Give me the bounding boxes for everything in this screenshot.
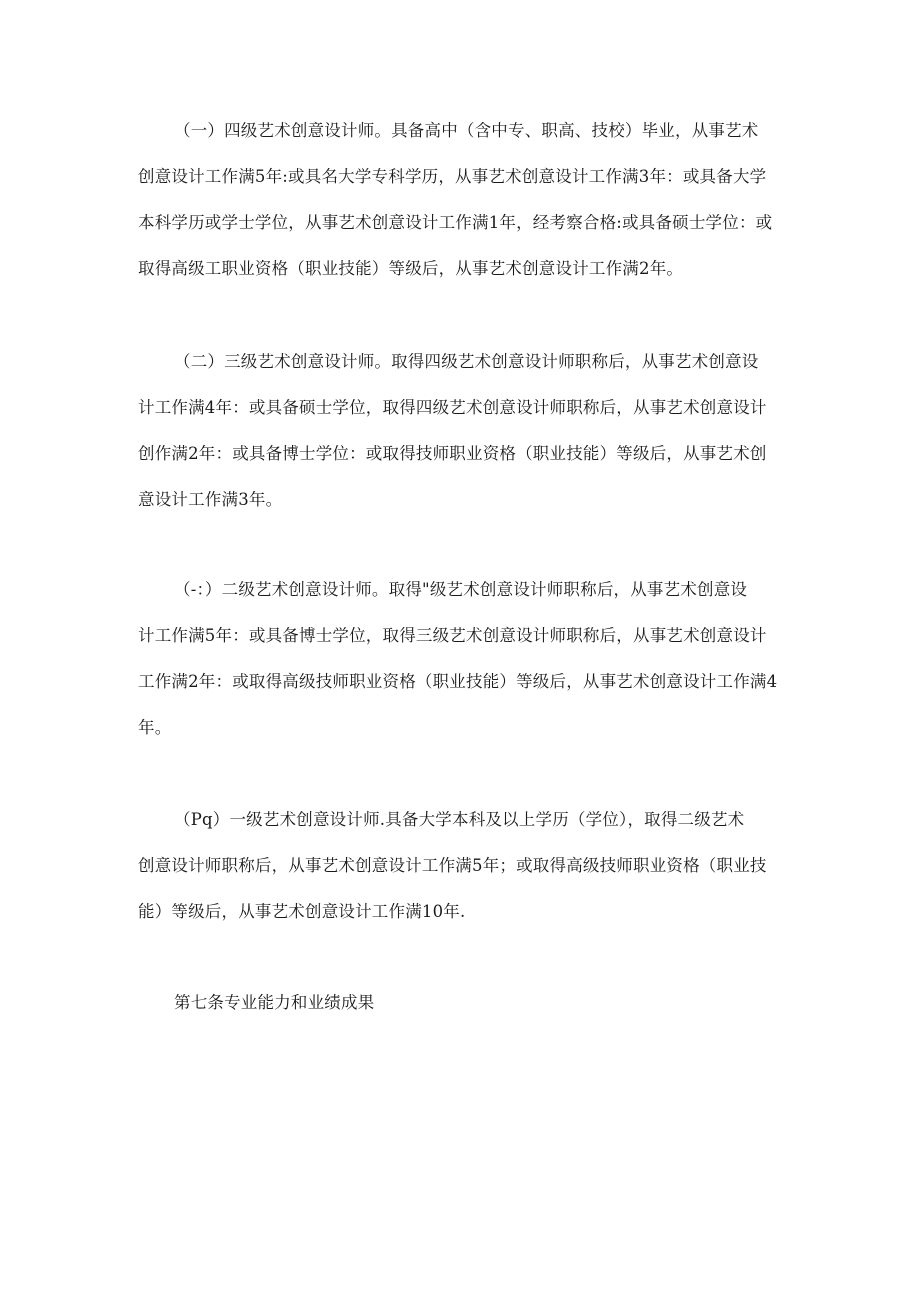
paragraph-level-4 — [138, 108, 788, 292]
paragraph-level-1 — [138, 797, 788, 935]
section-heading: 第七条专业能力和业绩成果 — [174, 993, 375, 1012]
paragraph-line: （-：）二级艺术创意设计师。取得"级艺术创意设计师职称后，从事艺术创意设 — [174, 580, 748, 599]
paragraph-level-3 — [138, 339, 788, 523]
paragraph-line: 创意设计工作满5年:或具名大学专科学历，从事艺术创意设计工作满3年：或具备大学 — [138, 167, 767, 186]
paragraph-line: （一）四级艺术创意设计师。具备高中（含中专、职高、技校）毕业，从事艺术 — [174, 121, 759, 140]
paragraph-level-2 — [138, 567, 788, 751]
paragraph-line: 本科学历或学士学位，从事艺术创意设计工作满1年，经考察合格:或具备硕士学位：或 — [138, 213, 773, 232]
paragraph-line: 年。 — [138, 718, 172, 737]
paragraph-line: 计工作满4年：或具备硕士学位，取得四级艺术创意设计师职称后，从事艺术创意设计 — [138, 398, 767, 417]
paragraph-line: 创意设计师职称后，从事艺术创意设计工作满5年；或取得高级技师职业资格（职业技 — [138, 856, 767, 875]
paragraph-line: 取得高级工职业资格（职业技能）等级后，从事艺术创意设计工作满2年。 — [138, 259, 684, 278]
paragraph-line: （Pq）一级艺术创意设计师.具备大学本科及以上学历（学位），取得二级艺术 — [174, 810, 745, 829]
paragraph-line: 工作满2年：或取得高级技师职业资格（职业技能）等级后，从事艺术创意设计工作满4 — [138, 672, 778, 691]
paragraph-line: （二）三级艺术创意设计师。取得四级艺术创意设计师职称后，从事艺术创意设 — [174, 352, 759, 371]
paragraph-line: 创作满2年：或具备博士学位：或取得技师职业资格（职业技能）等级后，从事艺术创 — [138, 444, 767, 463]
paragraph-line: 意设计工作满3年。 — [138, 490, 283, 509]
paragraph-line: 能）等级后，从事艺术创意设计工作满10年. — [138, 902, 466, 921]
paragraph-line: 计工作满5年：或具备博士学位，取得三级艺术创意设计师职称后，从事艺术创意设计 — [138, 626, 767, 645]
